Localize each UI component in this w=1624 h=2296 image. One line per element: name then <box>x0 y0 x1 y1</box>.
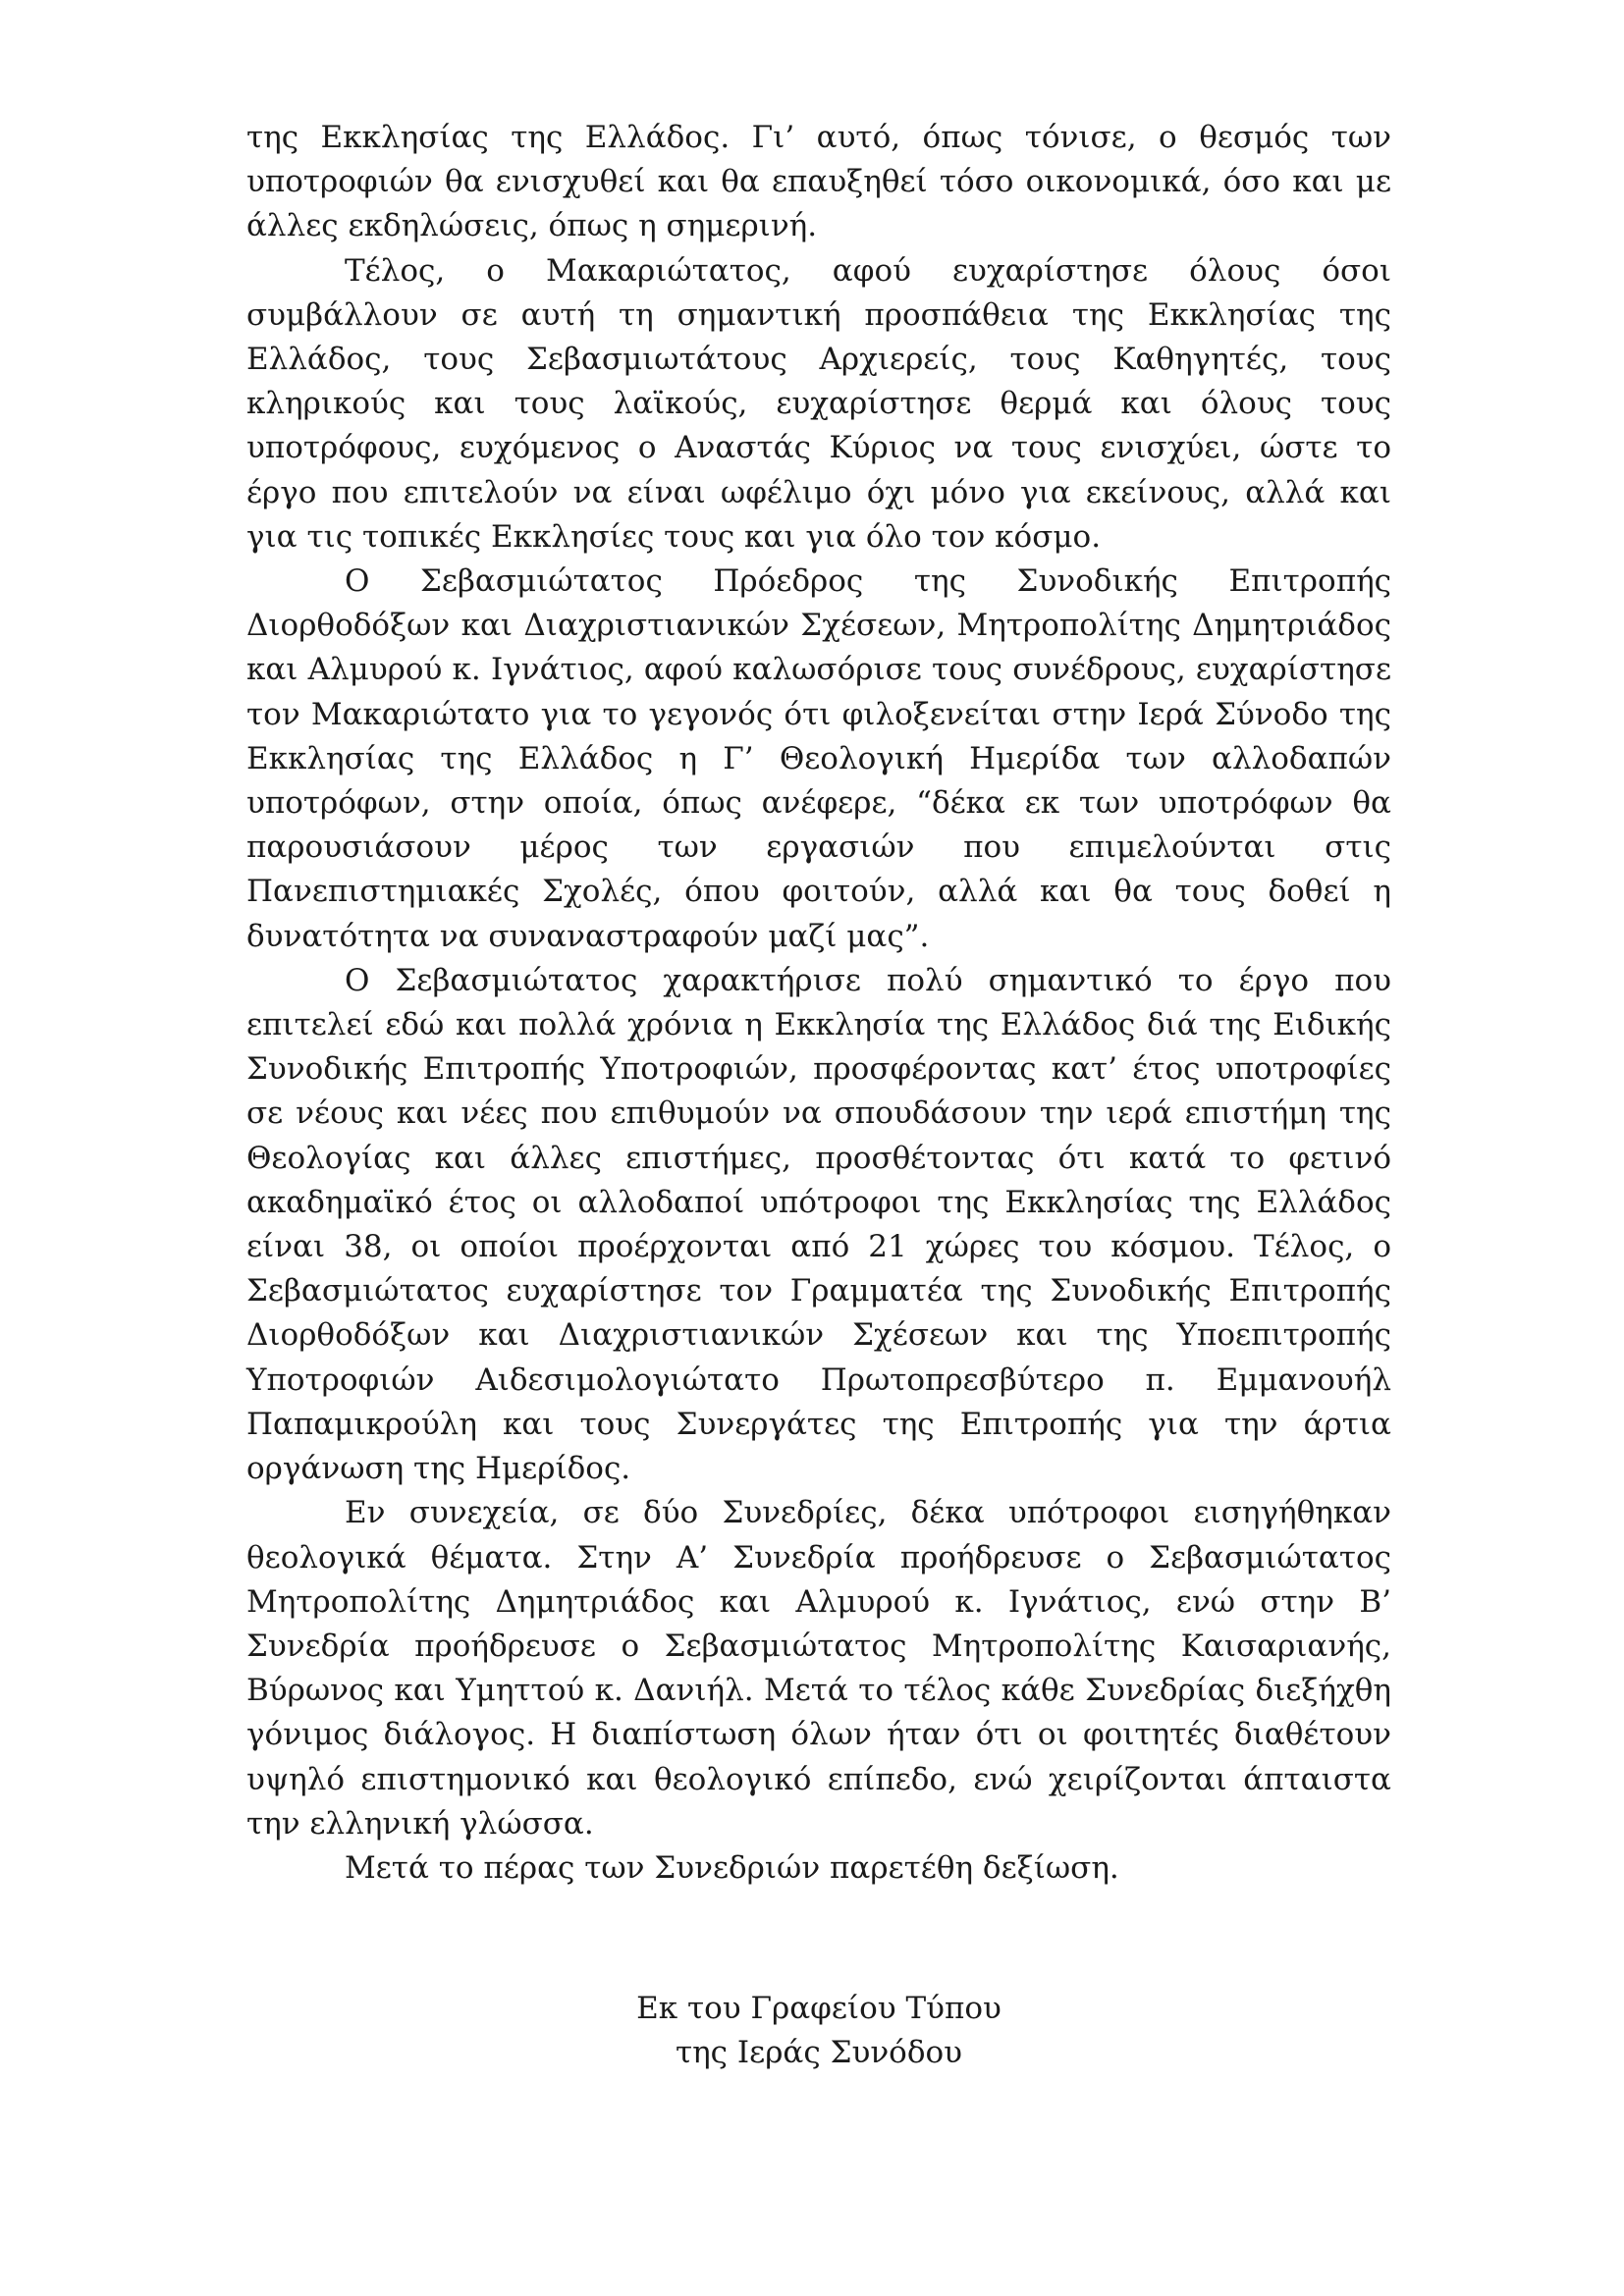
signature-line-2: της Ιεράς Συνόδου <box>675 2035 963 2071</box>
paragraph-3: Ο Σεβασμιώτατος Πρόεδρος της Συνοδικής Επιτροπής Διορθοδόξων και Διαχριστιανικών Σχέσεων, Μητροπολίτης Δημητριάδος και Αλμυρού κ. Ιγνάτιος, αφού καλωσόρισε τους συνέδρους, ευχαρίστησε τον Μακαριώτατο για το γεγονός ότι φιλοξενείται στην Ιερά Σύνοδο της Εκκλησίας της Ελλάδος η Γ’ Θεολογική Ημερίδα των αλλοδαπών υποτρόφων, στην οποία, όπως ανέφερε, “δέκα εκ των υποτρόφων θα παρουσιάσουν μέρος των εργασιών που επιμελούνται στις Πανεπιστημιακές Σχολές, όπου φοιτούν, αλλά και θα τους δοθεί η δυνατότητα να συναναστραφούν μαζί μας”. <box>246 563 1391 954</box>
signature-block <box>246 1987 1391 2075</box>
paragraph-1: της Εκκλησίας της Ελλάδος. Γι’ αυτό, όπως τόνισε, ο θεσμός των υποτροφιών θα ενισχυθεί και θα επαυξηθεί τόσο οικονομικά, όσο και με άλλες εκδηλώσεις, όπως η σημερινή. <box>246 120 1391 244</box>
paragraph-6: Μετά το πέρας των Συνεδριών παρετέθη δεξίωση. <box>345 1849 1119 1886</box>
paragraph-2: Τέλος, ο Μακαριώτατος, αφού ευχαρίστησε όλους όσοι συμβάλλουν σε αυτή τη σημαντική προσπάθεια της Εκκλησίας της Ελλάδος, τους Σεβασμιωτάτους Αρχιερείς, τους Καθηγητές, τους κληρικούς και τους λαϊκούς, ευχαρίστησε θερμά και όλους τους υποτρόφους, ευχόμενος ο Αναστάς Κύριος να τους ενισχύει, ώστε το έργο που επιτελούν να είναι ωφέλιμο όχι μόνο για εκείνους, αλλά και για τις τοπικές Εκκλησίες τους και για όλο τον κόσμο. <box>246 252 1391 555</box>
signature-line-1: Εκ του Γραφείου Τύπου <box>636 1991 1001 2026</box>
paragraph-4: Ο Σεβασμιώτατος χαρακτήρισε πολύ σημαντικό το έργο που επιτελεί εδώ και πολλά χρόνια η Εκκλησία της Ελλάδος διά της Ειδικής Συνοδικής Επιτροπής Υποτροφιών, προσφέροντας κατ’ έτος υποτροφίες σε νέους και νέες που επιθυμούν να σπουδάσουν την ιερά επιστήμη της Θεολογίας και άλλες επιστήμες, προσθέτοντας ότι κατά το φετινό ακαδημαϊκό έτος οι αλλοδαποί υπότροφοι της Εκκλησίας της Ελλάδος είναι 38, οι οποίοι προέρχονται από 21 χώρες του κόσμου. Τέλος, ο Σεβασμιώτατος ευχαρίστησε τον Γραμματέα της Συνοδικής Επιτροπής Διορθοδόξων και Διαχριστιανικών Σχέσεων και της Υποεπιτροπής Υποτροφιών Αιδεσιμολογιώτατο Πρωτοπρεσβύτερο π. Εμμανουήλ Παπαμικρούλη και τους Συνεργάτες της Επιτροπής για την άρτια οργάνωση της Ημερίδος. <box>246 962 1391 1487</box>
document-body <box>246 116 1391 1891</box>
paragraph-5: Εν συνεχεία, σε δύο Συνεδρίες, δέκα υπότροφοι εισηγήθηκαν θεολογικά θέματα. Στην Α’ Συνεδρία προήδρευσε ο Σεβασμιώτατος Μητροπολίτης Δημητριάδος και Αλμυρού κ. Ιγνάτιος, ενώ στην Β’ Συνεδρία προήδρευσε ο Σεβασμιώτατος Μητροπολίτης Καισαριανής, Βύρωνος και Υμηττού κ. Δανιήλ. Μετά το τέλος κάθε Συνεδρίας διεξήχθη γόνιμος διάλογος. Η διαπίστωση όλων ήταν ότι οι φοιτητές διαθέτουν υψηλό επιστημονικό και θεολογικό επίπεδο, ενώ χειρίζονται άπταιστα την ελληνική γλώσσα. <box>246 1495 1391 1842</box>
